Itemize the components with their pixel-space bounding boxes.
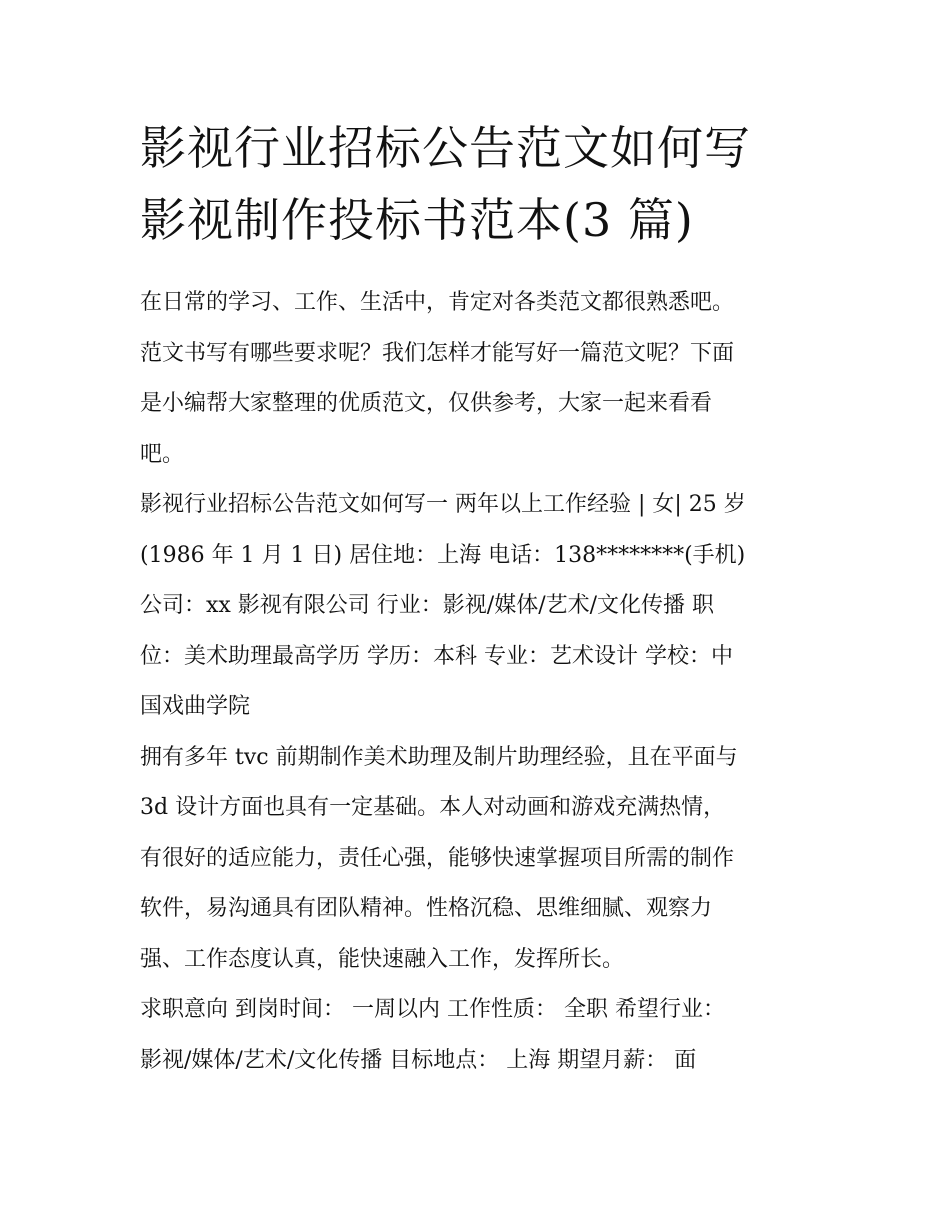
- title-line-1: 影视行业招标公告范文如何写: [140, 121, 751, 175]
- text-line: 吧。: [140, 441, 185, 467]
- text-line: 求职意向 到岗时间： 一周以内 工作性质： 全职 希望行业：: [140, 997, 725, 1022]
- text-line: 软件，易沟通具有团队精神。性格沉稳、思维细腻、观察力: [140, 896, 713, 921]
- text-line: 国戏曲学院: [140, 694, 251, 719]
- text-line: 影视/媒体/艺术/文化传播 目标地点： 上海 期望月薪： 面: [140, 1047, 697, 1073]
- text-line: (1986 年 1 月 1 日) 居住地：上海 电话：138********(手机): [140, 542, 746, 568]
- text-line: 是小编帮大家整理的优质范文，仅供参考，大家一起来看看: [140, 391, 713, 416]
- text-line: 3d 设计方面也具有一定基础。本人对动画和游戏充满热情，: [140, 795, 726, 820]
- document-body: [140, 278, 820, 1086]
- text-line: 影视行业招标公告范文如何写一 两年以上工作经验 | 女| 25 岁: [140, 492, 746, 517]
- intro-paragraph: [140, 278, 820, 480]
- profile-paragraph: [140, 480, 820, 733]
- text-line: 范文书写有哪些要求呢？我们怎样才能写好一篇范文呢？下面: [140, 340, 735, 366]
- document-page: [140, 112, 820, 1086]
- job-intention-paragraph: [140, 985, 820, 1086]
- text-line: 有很好的适应能力，责任心强，能够快速掌握项目所需的制作: [140, 845, 735, 871]
- text-line: 位：美术助理最高学历 学历：本科 专业：艺术设计 学校：中: [140, 643, 733, 669]
- text-line: 拥有多年 tvc 前期制作美术助理及制片助理经验，且在平面与: [140, 744, 738, 770]
- text-line: 公司：xx 影视有限公司 行业：影视/媒体/艺术/文化传播 职: [140, 593, 715, 618]
- summary-paragraph: [140, 733, 820, 986]
- document-title: [140, 112, 820, 256]
- text-line: 在日常的学习、工作、生活中，肯定对各类范文都很熟悉吧。: [140, 290, 735, 315]
- text-line: 强、工作态度认真，能快速融入工作，发挥所长。: [140, 946, 625, 972]
- title-line-2: 影视制作投标书范本(3 篇): [140, 193, 694, 247]
